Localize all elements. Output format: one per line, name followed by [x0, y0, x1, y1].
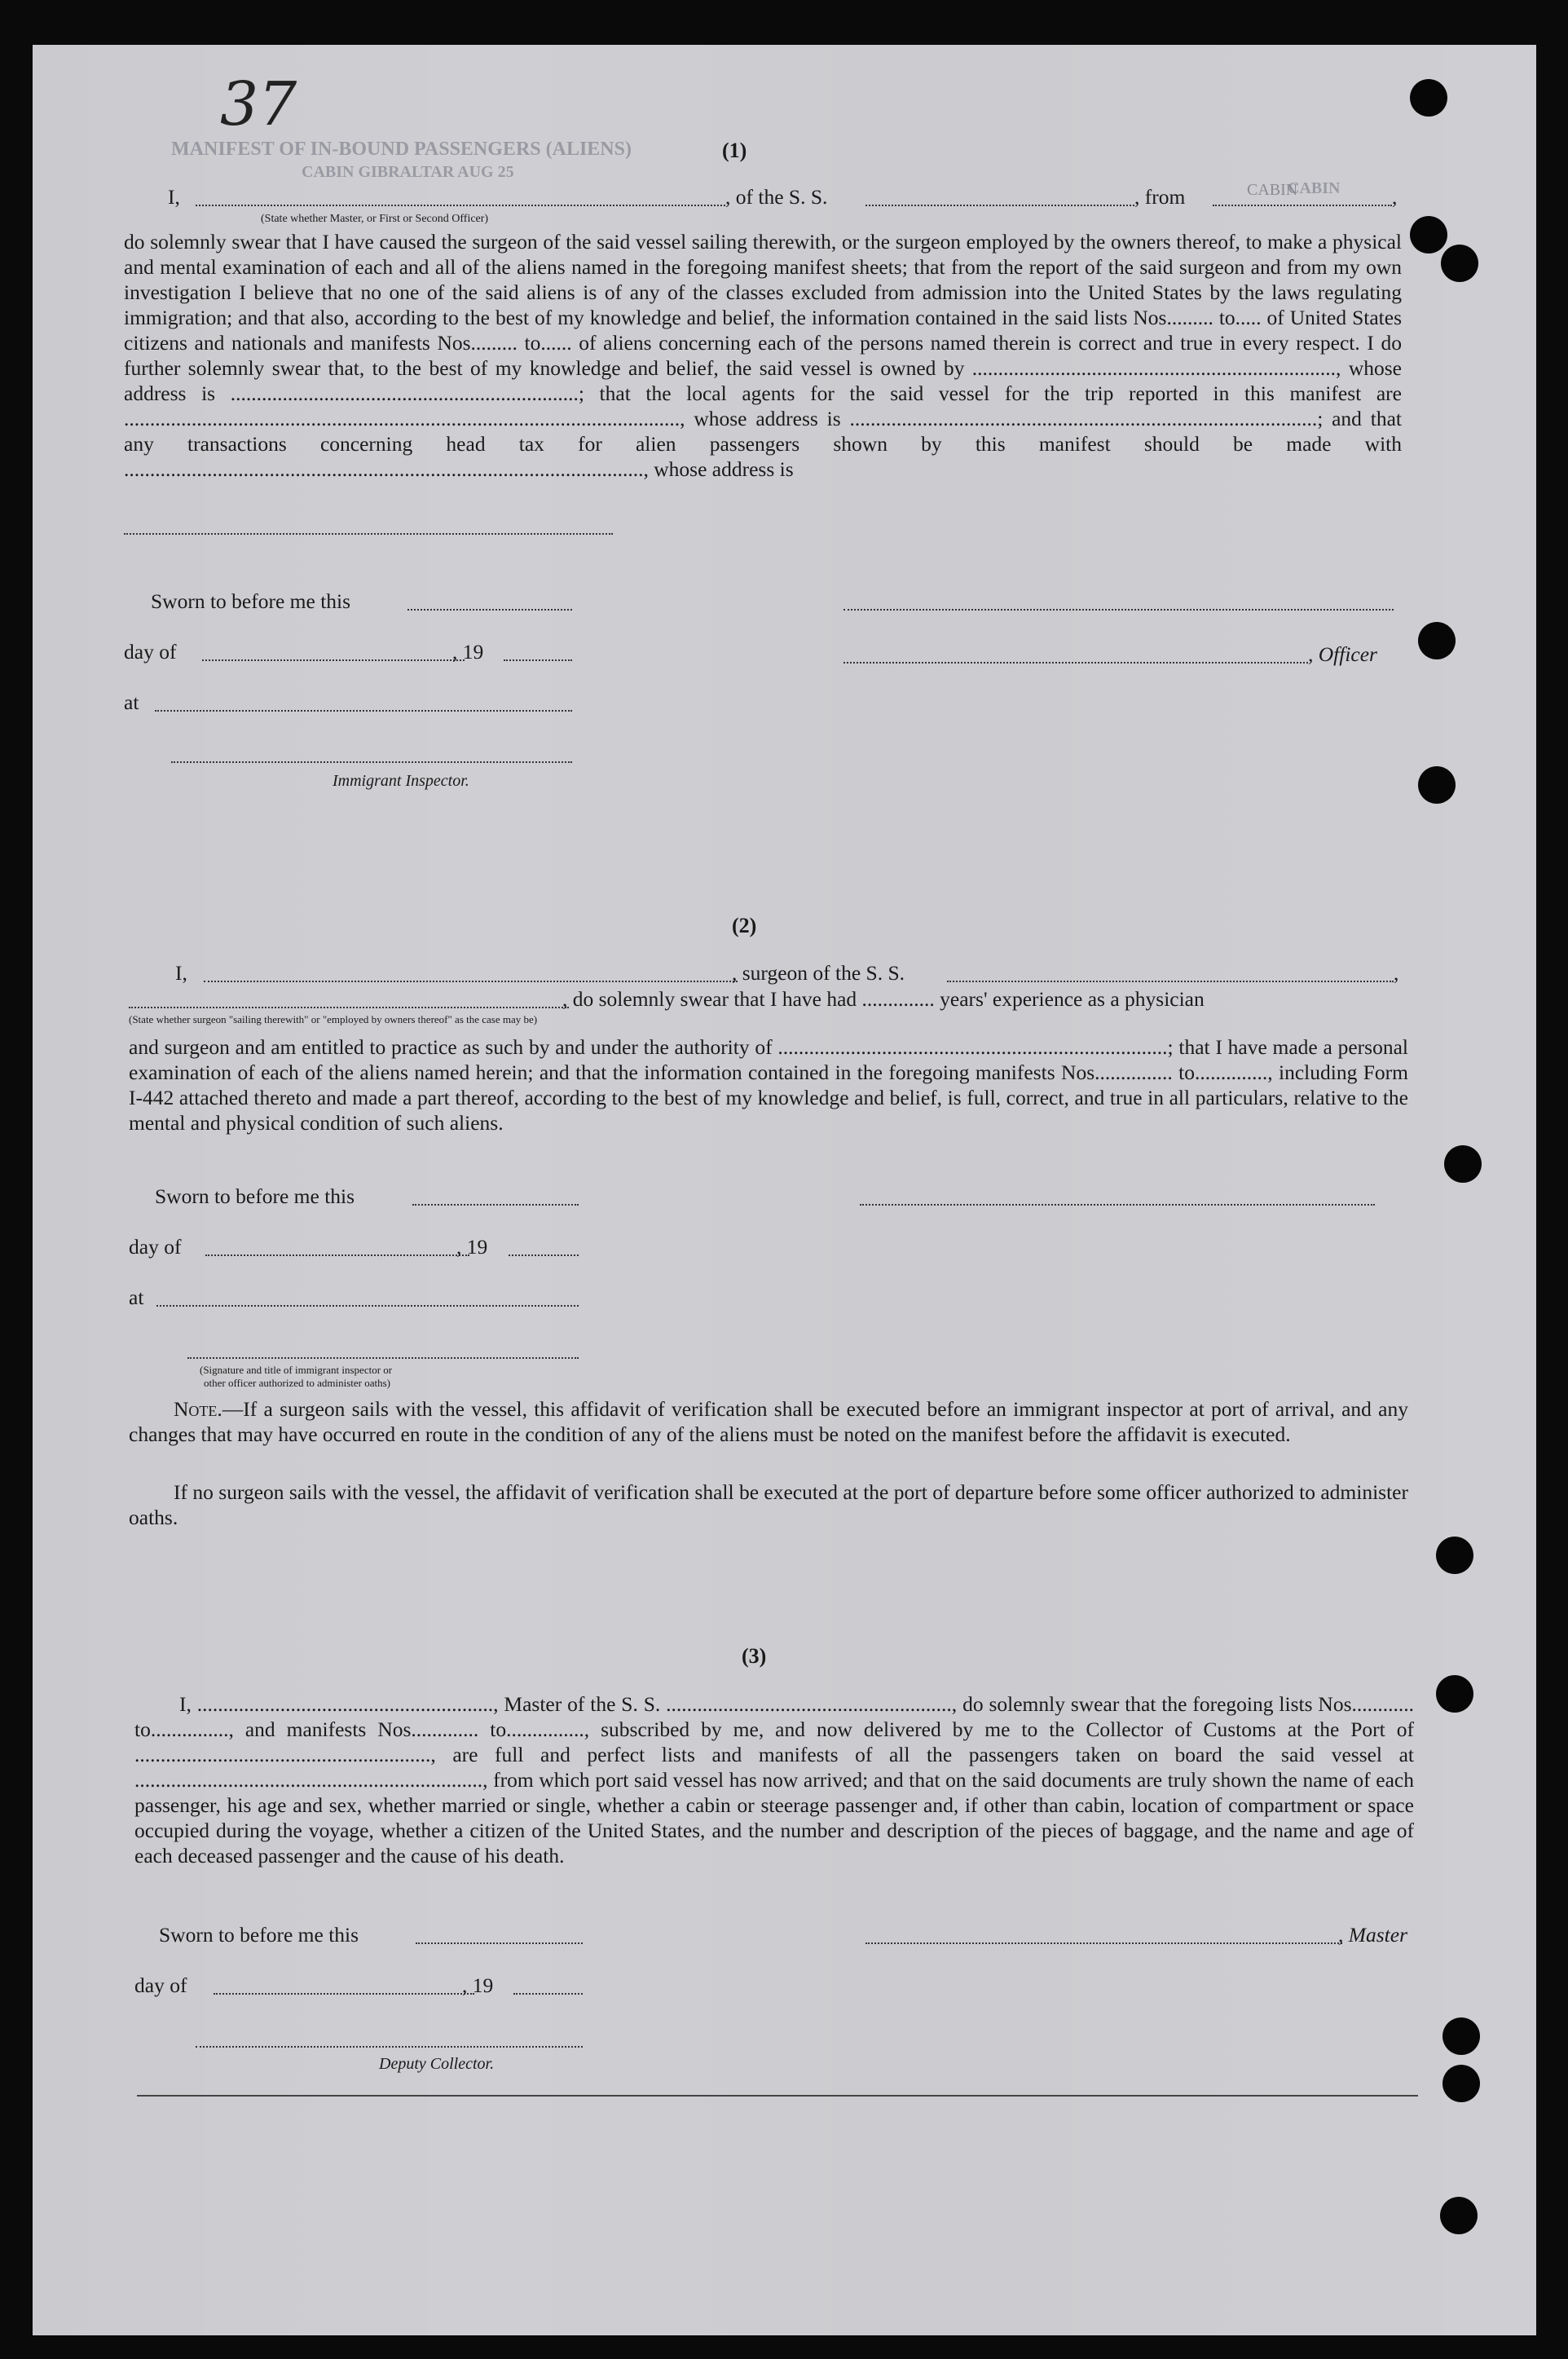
s1-day-field[interactable] [202, 659, 465, 661]
binder-hole [1442, 2065, 1480, 2102]
binder-hole [1410, 79, 1447, 117]
s3-body: I, ........................................................., Master of the S. S. ......................................................., do solemnly swear that the foregoing lists Nos............ to..............., and manifests Nos............. to..............., subscribed by me, and now delivered by me to the Collector of Customs at the Port of ........................................................., are full and perfect lists and manifests of all the passengers taken on board the said vessel at ..................................................................., from which port said vessel has now arrived; and that on the said documents are truly shown the name of each passenger, his age and sex, whether married or single, whether a cabin or steerage passenger and, if other than cabin, location of compartment or space occupied during the voyage, whether a citizen of the United States, and the number and description of the pieces of baggage, and the name and age of each deceased passenger and the cause of his death. [134, 1692, 1414, 1867]
s2-sig-caption-1: (Signature and title of immigrant inspector or [200, 1364, 393, 1376]
s2-day-field[interactable] [205, 1254, 469, 1256]
note-text-2: If no surgeon sails with the vessel, the affidavit of verification shall be executed at the port of departure before some officer authorized to administer oaths. [129, 1480, 1408, 1529]
binder-hole [1442, 2017, 1480, 2055]
s3-master-signature-field[interactable] [865, 1942, 1342, 1944]
s2-surgeon-signature-field[interactable] [860, 1204, 1375, 1206]
binder-hole [1440, 2197, 1478, 2234]
s1-year-field[interactable] [504, 659, 572, 661]
s2-surgeon-name-field[interactable] [204, 981, 738, 982]
binder-hole [1436, 1537, 1473, 1574]
s1-sworn-field[interactable] [407, 609, 572, 611]
s2-vessel-field[interactable] [947, 981, 1394, 982]
bleed-through-title: MANIFEST OF IN-BOUND PASSENGERS (ALIENS) [171, 139, 632, 160]
binder-hole [1436, 1675, 1473, 1713]
s1-caption: (State whether Master, or First or Second Officer) [261, 213, 489, 225]
s1-officer: , Officer [1308, 642, 1377, 666]
s3-sworn-field[interactable] [416, 1942, 583, 1944]
s2-at-field[interactable] [156, 1305, 579, 1307]
binder-hole [1410, 216, 1447, 254]
note-paragraph-2 [129, 1479, 1408, 1530]
section-3-number: (3) [742, 1644, 767, 1668]
section-1-number: (1) [722, 139, 747, 162]
s1-of-ss: , of the S. S. [725, 185, 828, 209]
s1-name-field[interactable] [196, 205, 725, 206]
s2-line2: , do solemnly swear that I have had .............. years' experience as a physician [562, 987, 1205, 1011]
s1-from-field[interactable] [1213, 205, 1392, 206]
s1-officer-title-field[interactable] [843, 662, 1308, 664]
s1-from-value: CABIN [1247, 181, 1298, 199]
s1-at: at [124, 690, 139, 714]
s2-sworn: Sworn to before me this [155, 1184, 355, 1208]
binder-hole [1441, 245, 1478, 282]
bleed-through-cabin: CABIN [1288, 179, 1341, 197]
s3-year: , 19 [462, 1973, 494, 1997]
s3-year-field[interactable] [513, 1993, 583, 1995]
s1-officer-signature-field[interactable] [843, 609, 1394, 611]
s2-surgeon-of-ss: , surgeon of the S. S. [732, 961, 905, 985]
s1-from: , from [1134, 185, 1186, 209]
s2-year-field[interactable] [509, 1254, 579, 1256]
note-text-1: —If a surgeon sails with the vessel, this affidavit of verification shall be executed before an immigrant inspector at port of arrival, and any changes that may have occurred en route in the condition of any of the aliens must be noted on the manifest before the affidavit is executed. [129, 1397, 1408, 1446]
section-2-number: (2) [732, 914, 757, 937]
s3-day-of: day of [134, 1973, 187, 1997]
note-paragraph-1 [129, 1396, 1408, 1447]
s1-day-of: day of [124, 640, 177, 664]
s1-year: , 19 [452, 640, 484, 664]
s1-body: do solemnly swear that I have caused the surgeon of the said vessel sailing therewith, or the surgeon employed by the owners thereof, to make a physical and mental examination of each and all of the aliens named in the foregoing manifest sheets; that from the report of the said surgeon and from my own investigation I believe that no one of the said aliens is of any of the classes excluded from admission into the United States by the laws regulating immigration; and that also, according to the best of my knowledge and belief, the information contained in the said lists Nos......... to..... of United States citizens and nationals and manifests Nos......... to...... of aliens concerning each of the persons named therein is correct and true in every respect. I do further solemnly swear that, to the best of my knowledge and belief, the said vessel is owned by ......................................................................, whose address is ...................................................................; that the local agents for the said vessel for the trip reported in this manifest are ..........................................................................................................., whose address is ..........................................................................................; and that any transactions concerning head tax for alien passengers shown by this manifest should be made with ...................................................................................................., whose address is [124, 230, 1402, 481]
binder-hole [1418, 766, 1456, 804]
s2-caption: (State whether surgeon "sailing therewith" or "employed by owners thereof" as the case may be) [129, 1013, 538, 1025]
s2-sworn-field[interactable] [412, 1204, 579, 1206]
bottom-rule [137, 2095, 1418, 2097]
s2-at: at [129, 1285, 144, 1309]
note-label: Note. [174, 1397, 222, 1421]
s2-body: and surgeon and am entitled to practice as such by and under the authority of ...........................................................................; that I have made a personal examination of each of the aliens named herein; and that the information contained in the foregoing manifests Nos............... to.............., including Form I-442 attached thereto and made a part thereof, according to the best of my knowledge and belief, is full, correct, and true in all particulars, relative to the mental and physical condition of such aliens. [129, 1035, 1408, 1135]
s1-at-field[interactable] [155, 710, 572, 712]
binder-hole [1444, 1145, 1482, 1183]
s2-year: , 19 [456, 1235, 488, 1259]
document-page: MANIFEST OF IN-BOUND PASSENGERS (ALIENS) CABIN GIBRALTAR AUG 25 CABIN 37 (1) I, , of the S. S. , from CABIN , (State whether Master, or First or Second Officer) do solemnly swear that I have caused the surgeon of the said vessel sailing therewith, or the surgeon employed by the owners thereof, to make a physical and mental examination of each and all of the aliens named in the foregoing manifest sheets; that from the report of the said surgeon and from my own investigation I believe that no one of the said aliens is of any of the classes excluded from admission into the United States by the laws regulating immigration; and that also, according to the best of my knowledge and belief, the information contained in the said lists Nos......... to..... of United States citizens and nationals and manifests Nos......... to...... of aliens concerning each of the persons named therein is correct and true in every respect. I do further solemnly swear that, to the best of my knowledge and belief, the said vessel is owned by ......................................................................, whose address is ...................................................................; that the local agents for the said vessel for the trip reported in this manifest are ..........................................................................................................., whose address is ..........................................................................................; and that any transactions concerning head tax for alien passengers shown by this manifest should be made with ...................................................................................................., whose address is Sworn to before me this day of , 19 , Officer at Immigrant Inspector. (2) I, , surgeon of the S. S. , , do solemnly swear that I have had .............. years' experience as a physician (State whether surgeon "sailing therewith" or "employed by owners thereof" as the case may be) and surgeon and am entitled to practice as such by and under the authority of ...........................................................................; that I have made a personal examination of each of the aliens named herein; and that the information contained in the foregoing manifests Nos............... to.............., including Form I-442 attached thereto and made a part thereof, according to the best of my knowledge and belief, is full, correct, and true in all particulars, relative to the mental and physical condition of such aliens. Sworn to before me this day of , 19 at (Signature and title of immigrant inspector or other officer authorized to administer oaths) Note.—If a surgeon sails with the vessel, this affidavit of verification shall be executed before an immigrant inspector at port of arrival, and any changes that may have occurred en route in the condition of any of the aliens must be noted on the manifest before the affidavit is executed. If no surgeon sails with the vessel, the affidavit of verification shall be executed at the port of departure before some officer authorized to administer oaths. (3) I, ........................................................., Master of the S. S. ......................................................., do solemnly swear that the foregoing lists Nos............ to..............., and manifests Nos............. to..............., subscribed by me, and now delivered by me to the Collector of Customs at the Port of ........................................................., are full and perfect lists and manifests of all the passengers taken on board the said vessel at ..................................................................., from which port said vessel has now arrived; and that on the said documents are truly shown the name of each passenger, his age and sex, whether married or single, whether a cabin or steerage passenger and, if other than cabin, location of compartment or space occupied during the voyage, whether a citizen of the United States, and the number and description of the pieces of baggage, and the name and age of each deceased passenger and the cause of his death. Sworn to before me this , Master day of , 19 Deputy Collector. [33, 45, 1536, 2335]
s2-sig-caption-2: other officer authorized to administer oaths) [204, 1377, 390, 1389]
s2-day-of: day of [129, 1235, 182, 1259]
s3-master: , Master [1338, 1923, 1407, 1947]
s3-deputy-signature-field[interactable] [196, 2046, 583, 2048]
binder-hole [1418, 622, 1456, 659]
s2-surgeon-status-field[interactable] [129, 1007, 569, 1008]
s1-i: I, [168, 185, 180, 209]
s2-i: I, [175, 961, 187, 985]
s1-vessel-field[interactable] [865, 205, 1134, 206]
s1-inspector: Immigrant Inspector. [333, 772, 469, 790]
s3-sworn: Sworn to before me this [159, 1923, 359, 1947]
s2-inspector-signature-field[interactable] [187, 1357, 579, 1359]
s1-inspector-signature-field[interactable] [171, 761, 572, 763]
s3-day-field[interactable] [214, 1993, 474, 1995]
s1-sworn: Sworn to before me this [151, 589, 351, 613]
handwritten-page-number: 37 [220, 69, 297, 139]
s1-address-field[interactable] [124, 533, 613, 535]
bleed-through-line: CABIN GIBRALTAR AUG 25 [302, 163, 514, 181]
s3-deputy: Deputy Collector. [379, 2055, 495, 2073]
